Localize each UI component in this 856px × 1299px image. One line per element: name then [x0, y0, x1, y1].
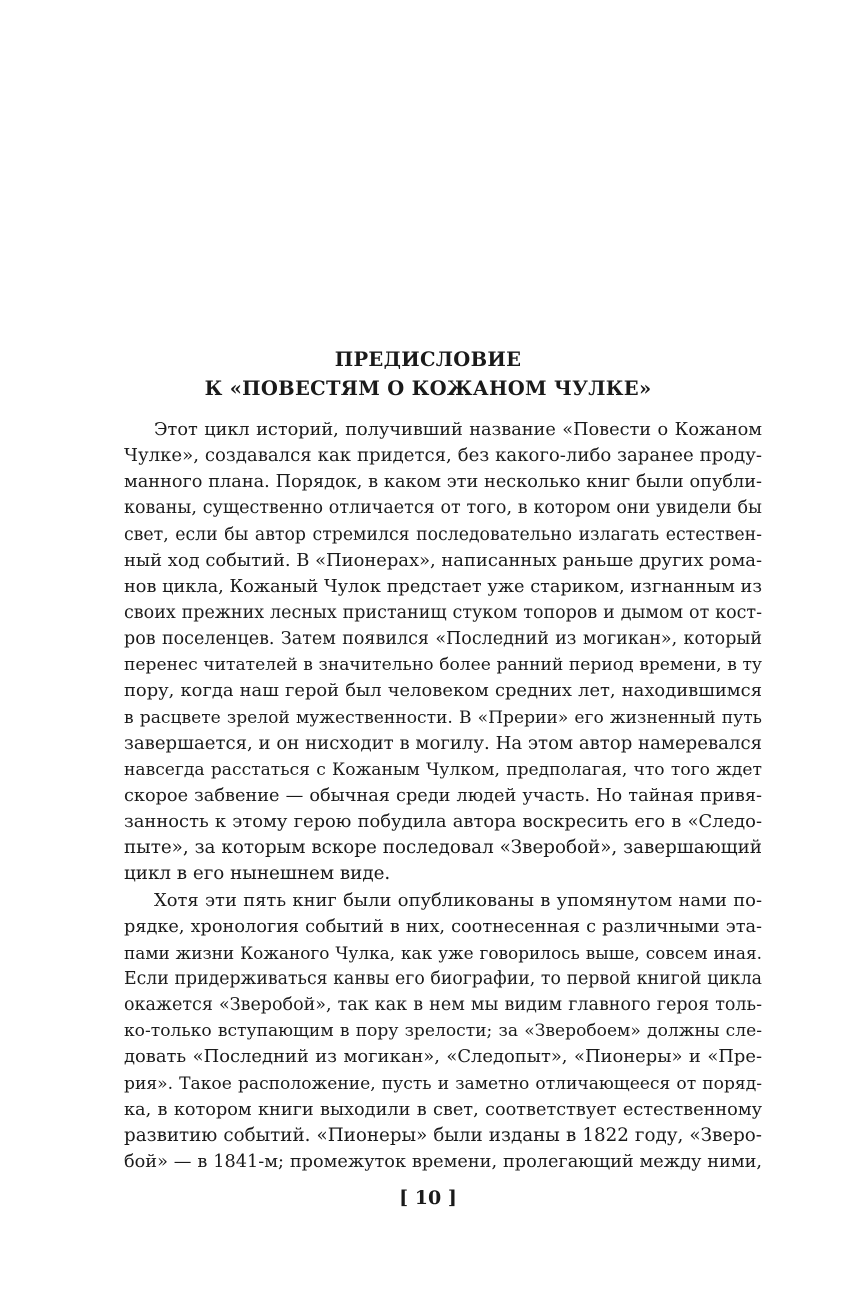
text-line: Если придерживаться канвы его биографии, то первой книгой цикла: [124, 968, 762, 989]
text-line: рия». Такое расположение, пусть и заметно отличающееся от поряд-: [124, 1073, 762, 1094]
page-number: [ 10 ]: [399, 1187, 457, 1209]
text-line: ный ход событий. В «Пионерах», написанных раньше других рома-: [124, 549, 762, 571]
text-line: в расцвете зрелой мужественности. В «Прерии» его жизненный путь: [124, 707, 762, 728]
text-line: скорое забвение — обычная среди людей участь. Но тайная привя-: [124, 785, 762, 806]
text-line: свет, если бы автор стремился последовательно излагать естествен-: [124, 524, 762, 545]
text-line: Этот цикл историй, получивший название «Повести о Кожаном: [154, 420, 762, 440]
text-line: перенес читателей в значительно более ранний период времени, в ту: [124, 655, 762, 676]
text-line: пыте», за которым вскоре последовал «Зверобой», завершающий: [124, 837, 762, 859]
text-line: ров поселенцев. Затем появился «Последний из могикан», который: [124, 629, 762, 650]
text-line: пору, когда наш герой был человеком средних лет, находившимся: [124, 680, 762, 702]
text-line: ко-только вступающим в пору зрелости; за «Зверобоем» должны сле-: [124, 1021, 762, 1042]
text-line: бой» — в 1841-м; промежуток времени, пролегающий между ними,: [124, 1151, 762, 1172]
text-line: своих прежних лесных пристанищ стуком топоров и дымом от кост-: [124, 602, 762, 623]
text-line: кованы, существенно отличается от того, в котором они увидели бы: [124, 498, 762, 519]
text-line: цикл в его нынешнем виде.: [124, 863, 391, 885]
text-line: развитию событий. «Пионеры» были изданы в 1822 году, «Зверо-: [124, 1124, 762, 1146]
text-line: нов цикла, Кожаный Чулок предстает уже стариком, изгнанным из: [124, 576, 762, 597]
text-line: пами жизни Кожаного Чулка, как уже говорилось выше, совсем иная.: [124, 942, 762, 963]
text-line: навсегда расстаться с Кожаным Чулком, предполагая, что того ждет: [124, 759, 762, 780]
text-line: довать «Последний из могикан», «Следопыт», «Пионеры» и «Пре-: [124, 1046, 762, 1068]
text-line: окажется «Зверобой», так как в нем мы видим главного героя толь-: [124, 995, 762, 1016]
text-line: Хотя эти пять книг были опубликованы в упомянутом нами по-: [154, 889, 762, 911]
heading-line-1: ПРЕДИСЛОВИЕ: [334, 348, 522, 371]
text-line: завершается, и он нисходит в могилу. На этом автор намеревался: [124, 732, 762, 754]
text-line: ка, в котором книги выходили в свет, соответствует естественному: [124, 1099, 762, 1120]
chapter-heading: [0, 345, 856, 403]
text-line: манного плана. Порядок, в каком эти несколько книг были опубли-: [124, 472, 762, 493]
body-text: [124, 417, 762, 1175]
text-line: Чулке», создавался как придется, без какого-либо заранее проду-: [124, 445, 762, 467]
heading-line-2: К «ПОВЕСТЯМ О КОЖАНОМ ЧУЛКЕ»: [204, 377, 652, 400]
text-line: занность к этому герою побудила автора воскресить его в «Следо-: [124, 811, 762, 833]
text-line: рядке, хронология событий в них, соотнесенная с различными эта-: [124, 916, 762, 937]
